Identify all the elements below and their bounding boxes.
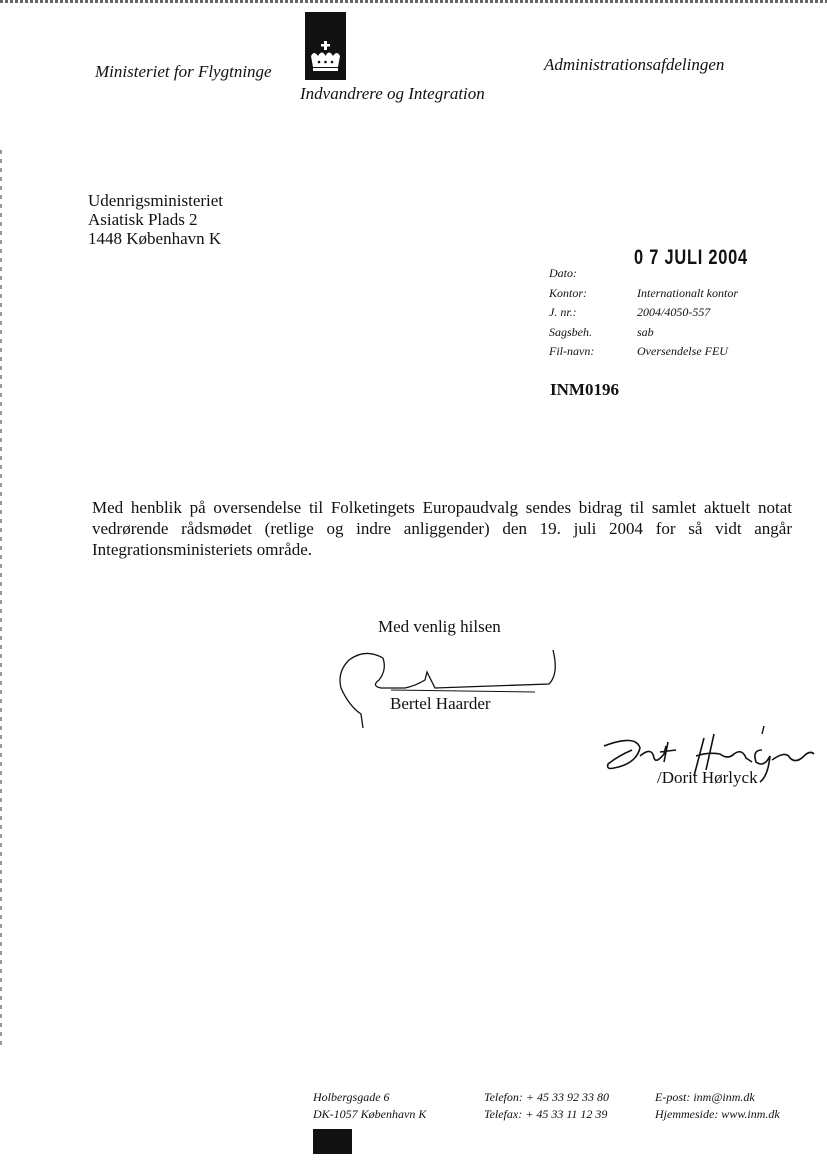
meta-row [549,286,738,306]
recipient-line2: Asiatisk Plads 2 [88,210,198,229]
footer-website: Hjemmeside: www.inm.dk [655,1107,780,1121]
signatory-name-1: Bertel Haarder [390,694,491,713]
meta-label: Dato: [549,266,577,280]
meta-row [549,344,738,364]
meta-value: Internationalt kontor [637,285,738,300]
meta-label: Fil-navn: [549,344,595,358]
footer-web [655,1089,780,1123]
date-stamp: 0 7 JULI 2004 [634,246,748,269]
signature-bertel-haarder [335,646,565,736]
letter-metadata [549,266,738,364]
meta-label: J. nr.: [549,305,577,319]
footer-address-line2: DK-1057 København K [313,1107,427,1121]
meta-label: Sagsbeh. [549,324,592,339]
footer-address-line1: Holbergsgade 6 [313,1090,390,1104]
scan-edge [0,150,2,1050]
footer-address [313,1089,426,1123]
recipient-line1: Udenrigsministeriet [88,191,224,210]
footer-black-mark [313,1129,352,1154]
closing-greeting: Med venlig hilsen [378,617,501,636]
reference-code: INM0196 [550,380,619,399]
meta-row [549,305,738,325]
department-name: Administrationsafdelingen [544,55,725,74]
top-edge-line [0,0,827,3]
letter-body [92,497,792,560]
footer-phone-line2: Telefax: + 45 33 11 12 39 [484,1107,608,1121]
footer-phone [484,1089,609,1123]
meta-label: Kontor: [549,285,588,300]
meta-value: 2004/4050-557 [637,305,711,319]
body-paragraph: Med henblik på oversendelse til Folketingets Europaudvalg sendes bidrag til samlet aktuelt notat vedrørende rådsmødet (retlige og indre anliggender) den 19. juli 2004 for så vidt angår Integrationsministeriets område. [92,498,792,559]
meta-value [637,266,738,286]
ministry-name-line2: Indvandrere og Integration [300,84,485,103]
meta-value: sab [637,324,654,339]
meta-row [549,266,738,286]
signatory-name-2: /Dorit Hørlyck [657,768,758,787]
meta-row [549,325,738,345]
royal-crown-crest-icon [305,12,346,80]
recipient-line3: 1448 København K [88,229,222,248]
meta-value: Oversendelse FEU [637,344,728,358]
footer-email: E-post: inm@inm.dk [655,1090,755,1104]
recipient-address [88,191,223,248]
ministry-name-line1: Ministeriet for Flygtninge [95,62,272,81]
footer-phone-line1: Telefon: + 45 33 92 33 80 [484,1090,609,1104]
